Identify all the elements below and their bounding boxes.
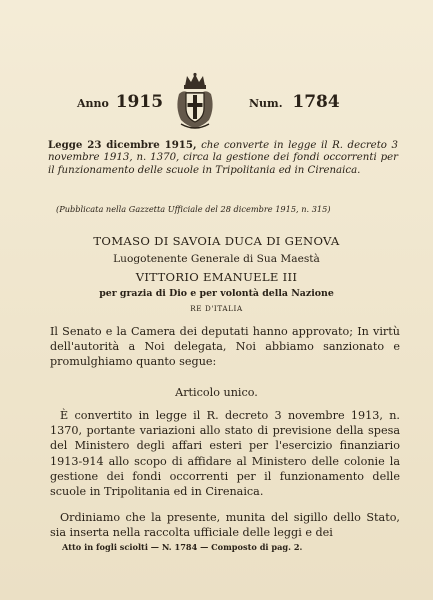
anno-year: 1915	[115, 92, 164, 112]
savoy-crest-icon	[171, 72, 219, 130]
publication-note: (Pubblicata nella Gazzetta Ufficiale del 28 dicembre 1915, n. 315)	[56, 204, 331, 214]
grace-formula: per grazia di Dio e per volontà della Nazione	[99, 288, 334, 299]
anno-label: Anno	[77, 97, 109, 110]
king-title: RE D'ITALIA	[190, 304, 243, 313]
regent-title: Luogotenente Generale di Sua Maestà	[113, 253, 320, 265]
article-text: È convertito in legge il R. decreto 3 novembre 1913, n. 1370, portante variazioni allo stato di previsione della spesa del Ministero degli affari esteri per l'esercizio finanziario 1913-914 allo scopo di affidare al Ministero delle colonie la gestione dei fondi occorrenti per il funzionamento delle scuole in Tripolitania ed in Cirenaica.	[50, 409, 400, 499]
king-name: VITTORIO EMANUELE III	[135, 270, 298, 284]
num-field	[249, 92, 340, 112]
law-title-bold: Legge 23 dicembre 1915,	[48, 139, 197, 151]
law-title-italic: che converte in legge il R. decreto 3 novembre 1913, n. 1370, circa la gestione dei fondi occorrenti per il funzionamento delle scuole in Tripolitania ed in Cirenaica.	[48, 140, 398, 176]
article-heading: Articolo unico.	[175, 386, 258, 399]
footer-note: Atto in fogli sciolti — N. 1784 — Composto di pag. 2.	[62, 542, 303, 552]
document-header	[0, 70, 433, 132]
approval-paragraph: Il Senato e la Camera dei deputati hanno approvato; In virtù dell'autorità a Noi delegata, Noi abbiamo sanzionato e promulghiamo quanto segue:	[50, 325, 400, 369]
regent-name: TOMASO DI SAVOIA DUCA DI GENOVA	[93, 234, 340, 248]
anno-field	[77, 92, 163, 112]
num-value: 1784	[292, 92, 340, 112]
order-paragraph: Ordiniamo che la presente, munita del sigillo dello Stato, sia inserta nella raccolta ufficiale delle leggi e dei	[50, 511, 400, 540]
num-label: Num.	[249, 97, 283, 110]
law-title	[48, 139, 398, 177]
